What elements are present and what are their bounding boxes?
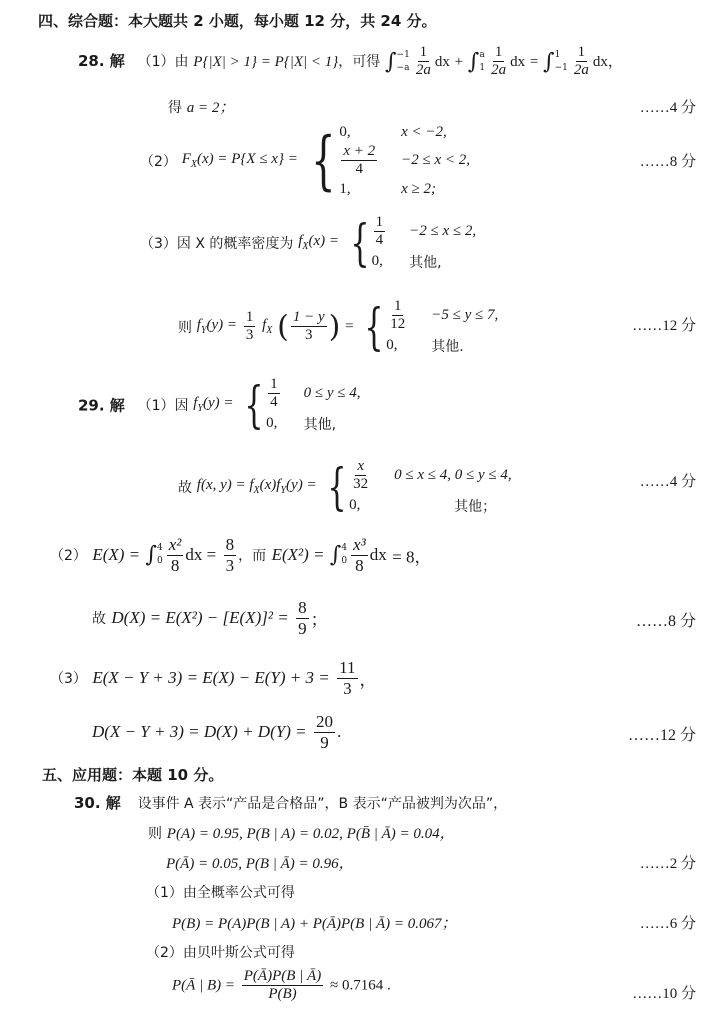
piecewise-fy: { $\frac{1}{12}$ −5 ≤ y ≤ 7, 0, 其他. bbox=[364, 297, 499, 356]
q30-line1: 则 P(A) = 0.95, P(B | A) = 0.02, P(B̄ | Ā) = 0.04， bbox=[148, 826, 455, 842]
integral-limits: 1 −1 bbox=[554, 50, 568, 73]
q28-part3-fy: 则 $f_Y(y)$ = $\frac{1}{3}$ $f_X$ ( $\frac{1 - y}{3}$ ) = { $\frac{1}{12}$ −5 ≤ y ≤ 7, 0, 其他. bbox=[178, 297, 499, 356]
score-marker: ……4 分 bbox=[639, 474, 696, 490]
q28-part2: （2） $F_X(x) = P\{X \le x\}$ = { 0, x < −2, $\frac{x + 2}{4}$ −2 ≤ x < 2, 1, x ≥ 2; bbox=[140, 123, 471, 198]
q29-part1: 29. 解 （1）因 $f_Y(y)$ = { $\frac{1}{4}$ 0 ≤ y ≤ 4, 0, 其他, bbox=[78, 375, 361, 434]
integral-sign-icon: ∫ bbox=[385, 49, 397, 75]
integral-limits: a 1 bbox=[479, 50, 486, 73]
q28-p1-text: 由 bbox=[174, 53, 189, 70]
piecewise-density: { $\frac{1}{4}$ −2 ≤ x ≤ 2, 0, 其他, bbox=[350, 213, 477, 272]
q30-part2-title: （2）由贝叶斯公式可得 bbox=[146, 945, 295, 961]
q28-p1-tag: （1） bbox=[137, 53, 175, 70]
q30-intro: 30. 解 设事件 A 表示“产品是合格品”，B 表示“产品被判为次品”， bbox=[74, 794, 508, 812]
integral-sign-icon: ∫ bbox=[543, 49, 555, 75]
q30-part1-title: （1）由全概率公式可得 bbox=[146, 885, 295, 901]
score-marker: ……2 分 bbox=[639, 856, 696, 872]
q30-label: 30. 解 bbox=[74, 794, 121, 812]
fraction: $\frac{1}{2a}$ bbox=[415, 44, 431, 79]
q29-part2-expectations: （2） E(X) = ∫ 4 0 $\frac{\text{x²}}{8}$ dx = $\frac{8}{3}$ ，而 E(X²) = ∫ 4 0 $\frac{\text{x³}}{8}$ dx = 8， bbox=[50, 535, 432, 575]
score-marker: ……12 分 bbox=[627, 727, 696, 744]
integral-limits: −1 −a bbox=[396, 50, 410, 73]
q28-part1-line: 28. 解 （1）由 P{|X| > 1} = P{|X| < 1}，可得 ∫ −1 −a $\frac{1}{2a}$ dx + ∫ a 1 $\frac{1}{2a}$ dx = ∫ 1 −1 $\frac{1}{2a}$ dx， bbox=[78, 44, 623, 79]
piecewise-joint: { $\frac{x}{32}$ 0 ≤ x ≤ 4, 0 ≤ y ≤ 4, 0, 其他； bbox=[327, 457, 512, 516]
q29-part3-expectation: （3） E(X − Y + 3) = E(X) − E(Y) + 3 = $\frac{11}{3}$ ， bbox=[50, 658, 377, 698]
q29-part3-variance: D(X − Y + 3) = D(X) + D(Y) = $\frac{20}{9}$ . bbox=[92, 712, 342, 752]
q30-part1-formula: P(B) = P(A)P(B | A) + P(Ā)P(B | Ā) = 0.067； bbox=[172, 916, 457, 932]
section-5-heading: 五、应用题：本题 10 分。 bbox=[42, 766, 224, 784]
fraction: $\frac{1}{2a}$ bbox=[491, 44, 507, 79]
q28-p1-text-b: ，可得 bbox=[338, 53, 381, 70]
score-marker: ……10 分 bbox=[632, 986, 696, 1002]
q29-joint-density: 故 f(x, $y) = f_X(x)f_Y(y)$ = { $\frac{x}{32}$ 0 ≤ x ≤ 4, 0 ≤ y ≤ 4, 0, 其他； bbox=[178, 457, 512, 516]
score-marker: ……8 分 bbox=[635, 613, 696, 630]
q29-part2-variance: 故 D(X) = E(X²) − [E(X)]² = $\frac{8}{9}$ ； bbox=[92, 598, 328, 638]
q30-line2: P(Ā) = 0.05, P(B | Ā) = 0.96， bbox=[166, 856, 354, 872]
score-marker: ……8 分 bbox=[639, 154, 696, 170]
q28-p1-condition: P{|X| > 1} = P{|X| < 1} bbox=[193, 53, 339, 70]
score-marker: ……4 分 bbox=[639, 100, 696, 116]
piecewise-cdf: { 0, x < −2, $\frac{x + 2}{4}$ −2 ≤ x < 2, 1, x ≥ 2; bbox=[310, 123, 471, 198]
q28-part3-density: （3）因 X 的概率密度为 $f_X(x)$ = { $\frac{1}{4}$ −2 ≤ x ≤ 2, 0, 其他, bbox=[140, 213, 477, 272]
fraction: $\frac{1}{2a}$ bbox=[573, 44, 589, 79]
q29-label: 29. 解 bbox=[78, 396, 125, 415]
q28-label: 28. 解 bbox=[78, 51, 125, 70]
q30-part2-formula: P(Ā | B) = $\frac{P(Ā)P(B | Ā)}{P(B)}$ ≈ 0.7164 . bbox=[172, 968, 391, 1003]
piecewise-fy: { $\frac{1}{4}$ 0 ≤ y ≤ 4, 0, 其他, bbox=[244, 375, 361, 434]
score-marker: ……12 分 bbox=[632, 318, 696, 334]
score-marker: ……6 分 bbox=[639, 916, 696, 932]
q28-p1-result: 得 a = 2； bbox=[168, 100, 235, 116]
section-4-heading: 四、综合题：本大题共 2 小题，每小题 12 分，共 24 分。 bbox=[38, 12, 437, 30]
integral-sign-icon: ∫ bbox=[467, 49, 480, 75]
